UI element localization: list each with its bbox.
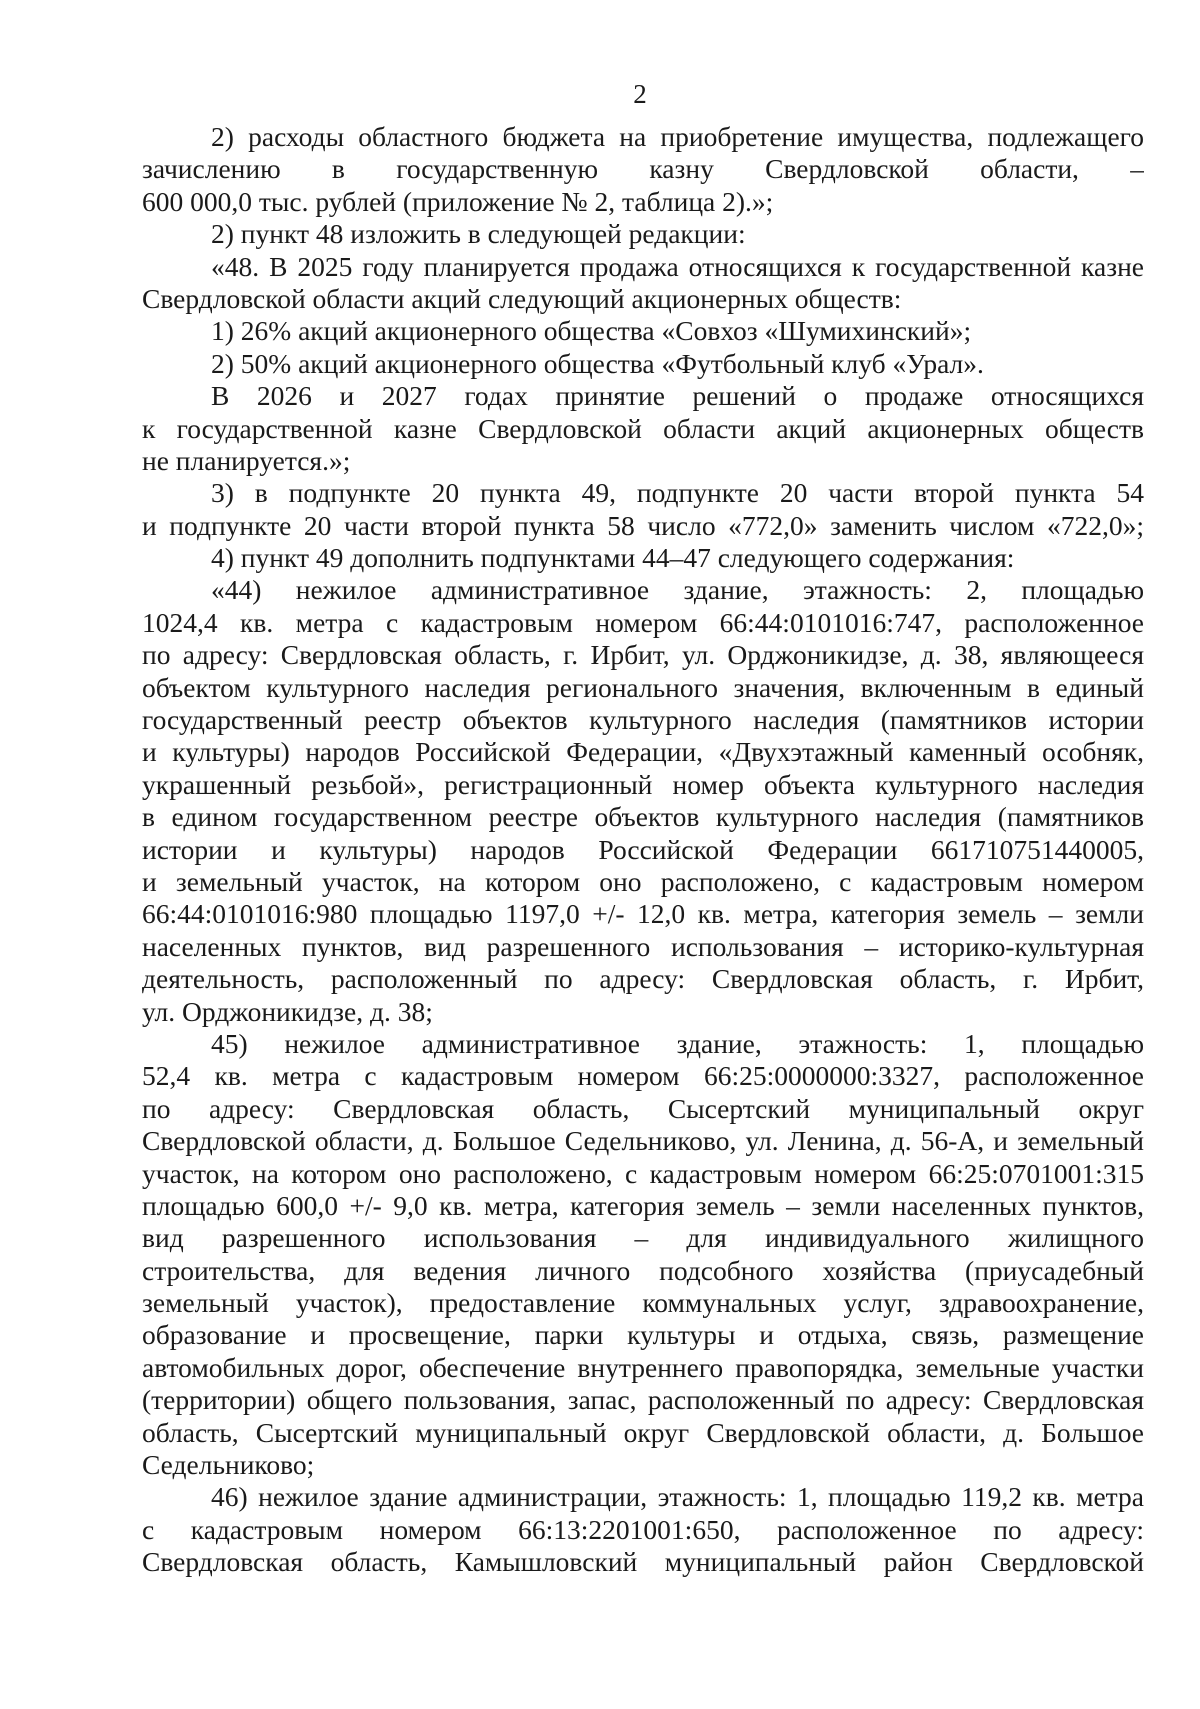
text-line: зачислению в государственную казну Свердловской области, – bbox=[142, 153, 1144, 185]
text-line: ул. Орджоникидзе, д. 38; bbox=[142, 995, 433, 1027]
text-line: область, Сысертский муниципальный округ Свердловской области, д. Большое bbox=[142, 1416, 1144, 1448]
text-line: и земельный участок, на котором оно расположено, с кадастровым номером bbox=[142, 865, 1144, 897]
text-line: вид разрешенного использования – для индивидуального жилищного bbox=[142, 1222, 1144, 1254]
text-line: населенных пунктов, вид разрешенного использования – историко-культурная bbox=[142, 930, 1144, 962]
text-line: по адресу: Свердловская область, Сысертский муниципальный округ bbox=[142, 1092, 1144, 1124]
text-line: Свердловской области, д. Большое Седельниково, ул. Ленина, д. 56-А, и земельный bbox=[142, 1125, 1144, 1157]
text-line: 2) расходы областного бюджета на приобретение имущества, подлежащего bbox=[211, 121, 1144, 152]
text-line: деятельность, расположенный по адресу: Свердловская область, г. Ирбит, bbox=[142, 963, 1144, 995]
text-line: не планируется.»; bbox=[142, 444, 351, 476]
text-line: 1) 26% акций акционерного общества «Совхоз «Шумихинский»; bbox=[211, 315, 972, 347]
text-line: 52,4 кв. метра с кадастровым номером 66:25:0000000:3327, расположенное bbox=[142, 1060, 1144, 1092]
text-line: (территории) общего пользования, запас, расположенный по адресу: Свердловская bbox=[142, 1384, 1144, 1416]
text-line: В 2026 и 2027 годах принятие решений о продаже относящихся bbox=[211, 380, 1144, 412]
text-line: 2) пункт 48 изложить в следующей редакции: bbox=[211, 218, 746, 250]
page-number: 2 bbox=[633, 79, 647, 109]
text-line: государственный реестр объектов культурного наследия (памятников истории bbox=[142, 704, 1144, 736]
text-line: с кадастровым номером 66:13:2201001:650, расположенное по адресу: bbox=[142, 1513, 1144, 1545]
text-line: участок, на котором оно расположено, с кадастровым номером 66:25:0701001:315 bbox=[142, 1157, 1144, 1189]
text-line: Седельниково; bbox=[142, 1449, 315, 1481]
text-line: строительства, для ведения личного подсобного хозяйства (приусадебный bbox=[142, 1254, 1144, 1286]
text-line: 46) нежилое здание администрации, этажность: 1, площадью 119,2 кв. метра bbox=[211, 1481, 1144, 1513]
text-line: истории и культуры) народов Российской Федерации 661710751440005, bbox=[142, 833, 1144, 865]
text-line: к государственной казне Свердловской области акций акционерных обществ bbox=[142, 412, 1144, 444]
text-line: площадью 600,0 +/- 9,0 кв. метра, категория земель – земли населенных пунктов, bbox=[142, 1189, 1144, 1221]
text-line: 45) нежилое административное здание, этажность: 1, площадью bbox=[211, 1027, 1144, 1059]
text-line: и подпункте 20 части второй пункта 58 число «772,0» заменить числом «722,0»; bbox=[142, 509, 1144, 541]
text-line: 3) в подпункте 20 пункта 49, подпункте 20 части второй пункта 54 bbox=[211, 477, 1144, 509]
text-line: Свердловской области акций следующий акционерных обществ: bbox=[142, 282, 902, 314]
text-line: образование и просвещение, парки культуры и отдыха, связь, размещение bbox=[142, 1319, 1144, 1351]
text-line: Свердловская область, Камышловский муниципальный район Свердловской bbox=[142, 1546, 1144, 1578]
text-line: автомобильных дорог, обеспечение внутреннего правопорядка, земельные участки bbox=[142, 1351, 1144, 1383]
text-line: в едином государственном реестре объектов культурного наследия (памятников bbox=[142, 801, 1144, 833]
text-line: украшенный резьбой», регистрационный номер объекта культурного наследия bbox=[142, 768, 1144, 800]
text-line: 4) пункт 49 дополнить подпунктами 44–47 следующего содержания: bbox=[211, 542, 1015, 574]
text-line: 1024,4 кв. метра с кадастровым номером 66:44:0101016:747, расположенное bbox=[142, 606, 1144, 638]
text-line: и культуры) народов Российской Федерации, «Двухэтажный каменный особняк, bbox=[142, 736, 1144, 768]
text-line: «44) нежилое административное здание, этажность: 2, площадью bbox=[211, 574, 1144, 606]
text-line: «48. В 2025 году планируется продажа относящихся к государственной казне bbox=[211, 250, 1144, 282]
text-line: по адресу: Свердловская область, г. Ирбит, ул. Орджоникидзе, д. 38, являющееся bbox=[142, 639, 1144, 671]
text-line: объектом культурного наследия регионального значения, включенным в единый bbox=[142, 671, 1144, 703]
text-line: земельный участок), предоставление коммунальных услуг, здравоохранение, bbox=[142, 1287, 1144, 1319]
document-body bbox=[142, 121, 1144, 1579]
text-line: 66:44:0101016:980 площадью 1197,0 +/- 12,0 кв. метра, категория земель – земли bbox=[142, 898, 1144, 930]
text-line: 600 000,0 тыс. рублей (приложение № 2, таблица 2).»; bbox=[142, 185, 774, 217]
text-line: 2) 50% акций акционерного общества «Футбольный клуб «Урал». bbox=[211, 347, 984, 379]
